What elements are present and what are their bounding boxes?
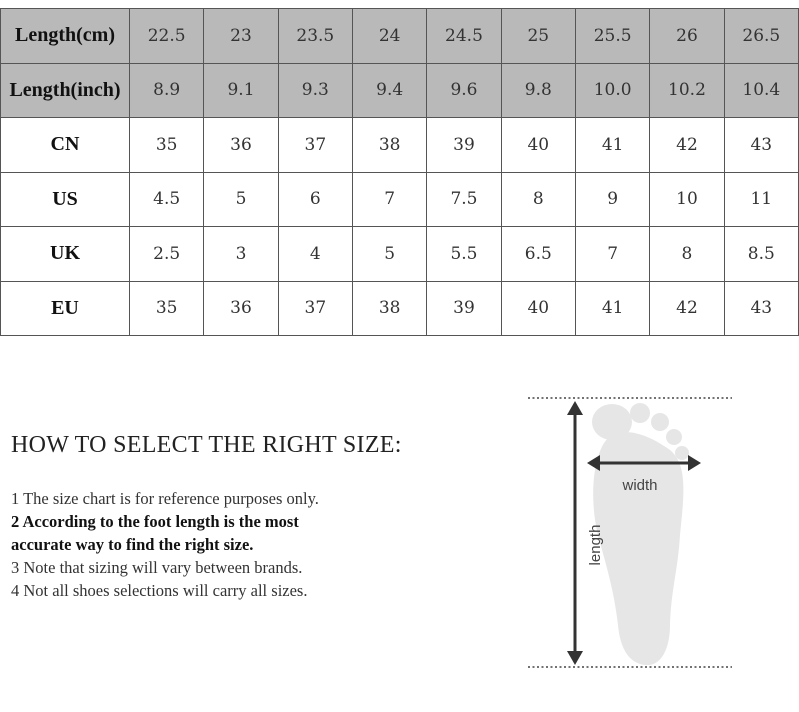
- size-cell: 9: [575, 172, 649, 227]
- size-cell: 5.5: [427, 227, 501, 282]
- instructions-title: HOW TO SELECT THE RIGHT SIZE:: [11, 432, 402, 458]
- size-cell: 4: [278, 227, 352, 282]
- size-cell: 5: [204, 172, 278, 227]
- size-row: [1, 118, 799, 173]
- size-cell: 6: [278, 172, 352, 227]
- size-row: [1, 172, 799, 227]
- size-cell: 39: [427, 281, 501, 336]
- size-cell: 25.5: [575, 9, 649, 64]
- instruction-3: 3 Note that sizing will vary between brands.: [11, 558, 303, 577]
- instruction-1: 1 The size chart is for reference purposes only.: [11, 489, 319, 508]
- size-cell: 43: [724, 281, 798, 336]
- size-cell: 6.5: [501, 227, 575, 282]
- size-chart-table: [0, 8, 799, 336]
- size-cell: 42: [650, 281, 724, 336]
- row-header: Length(cm): [1, 9, 130, 64]
- instruction-4: 4 Not all shoes selections will carry all sizes.: [11, 581, 308, 600]
- size-cell: 23.5: [278, 9, 352, 64]
- size-cell: 38: [352, 281, 426, 336]
- row-header: US: [1, 172, 130, 227]
- row-header: EU: [1, 281, 130, 336]
- size-cell: 8: [501, 172, 575, 227]
- size-row: [1, 63, 799, 118]
- size-row: [1, 227, 799, 282]
- size-cell: 23: [204, 9, 278, 64]
- size-cell: 9.8: [501, 63, 575, 118]
- length-label: length: [587, 524, 604, 566]
- size-cell: 35: [130, 281, 204, 336]
- size-cell: 10: [650, 172, 724, 227]
- size-cell: 9.1: [204, 63, 278, 118]
- length-arrow: [567, 401, 583, 665]
- size-cell: 35: [130, 118, 204, 173]
- size-cell: 7: [575, 227, 649, 282]
- size-cell: 9.6: [427, 63, 501, 118]
- size-cell: 11: [724, 172, 798, 227]
- size-cell: 38: [352, 118, 426, 173]
- size-cell: 10.0: [575, 63, 649, 118]
- size-cell: 37: [278, 118, 352, 173]
- size-cell: 8.9: [130, 63, 204, 118]
- size-cell: 4.5: [130, 172, 204, 227]
- size-row: [1, 9, 799, 64]
- size-cell: 10.4: [724, 63, 798, 118]
- size-cell: 3: [204, 227, 278, 282]
- size-cell: 40: [501, 118, 575, 173]
- size-cell: 7: [352, 172, 426, 227]
- size-cell: 8: [650, 227, 724, 282]
- size-cell: 36: [204, 118, 278, 173]
- size-cell: 2.5: [130, 227, 204, 282]
- size-cell: 9.3: [278, 63, 352, 118]
- size-cell: 40: [501, 281, 575, 336]
- sizing-instructions: [11, 432, 402, 602]
- size-cell: 41: [575, 118, 649, 173]
- size-cell: 43: [724, 118, 798, 173]
- size-cell: 36: [204, 281, 278, 336]
- row-header: Length(inch): [1, 63, 130, 118]
- size-cell: 24: [352, 9, 426, 64]
- size-cell: 5: [352, 227, 426, 282]
- size-row: [1, 281, 799, 336]
- footprint-icon: [592, 403, 689, 665]
- size-cell: 37: [278, 281, 352, 336]
- size-cell: 10.2: [650, 63, 724, 118]
- size-cell: 41: [575, 281, 649, 336]
- row-header: UK: [1, 227, 130, 282]
- width-label: width: [622, 477, 658, 494]
- size-cell: 8.5: [724, 227, 798, 282]
- instruction-2b: accurate way to find the right size.: [11, 535, 254, 554]
- size-cell: 25: [501, 9, 575, 64]
- size-cell: 39: [427, 118, 501, 173]
- instruction-2a: 2 According to the foot length is the most: [11, 512, 299, 531]
- size-cell: 42: [650, 118, 724, 173]
- size-cell: 22.5: [130, 9, 204, 64]
- size-cell: 24.5: [427, 9, 501, 64]
- size-cell: 7.5: [427, 172, 501, 227]
- size-cell: 9.4: [352, 63, 426, 118]
- row-header: CN: [1, 118, 130, 173]
- size-cell: 26: [650, 9, 724, 64]
- foot-measurement-diagram: [520, 385, 740, 680]
- size-cell: 26.5: [724, 9, 798, 64]
